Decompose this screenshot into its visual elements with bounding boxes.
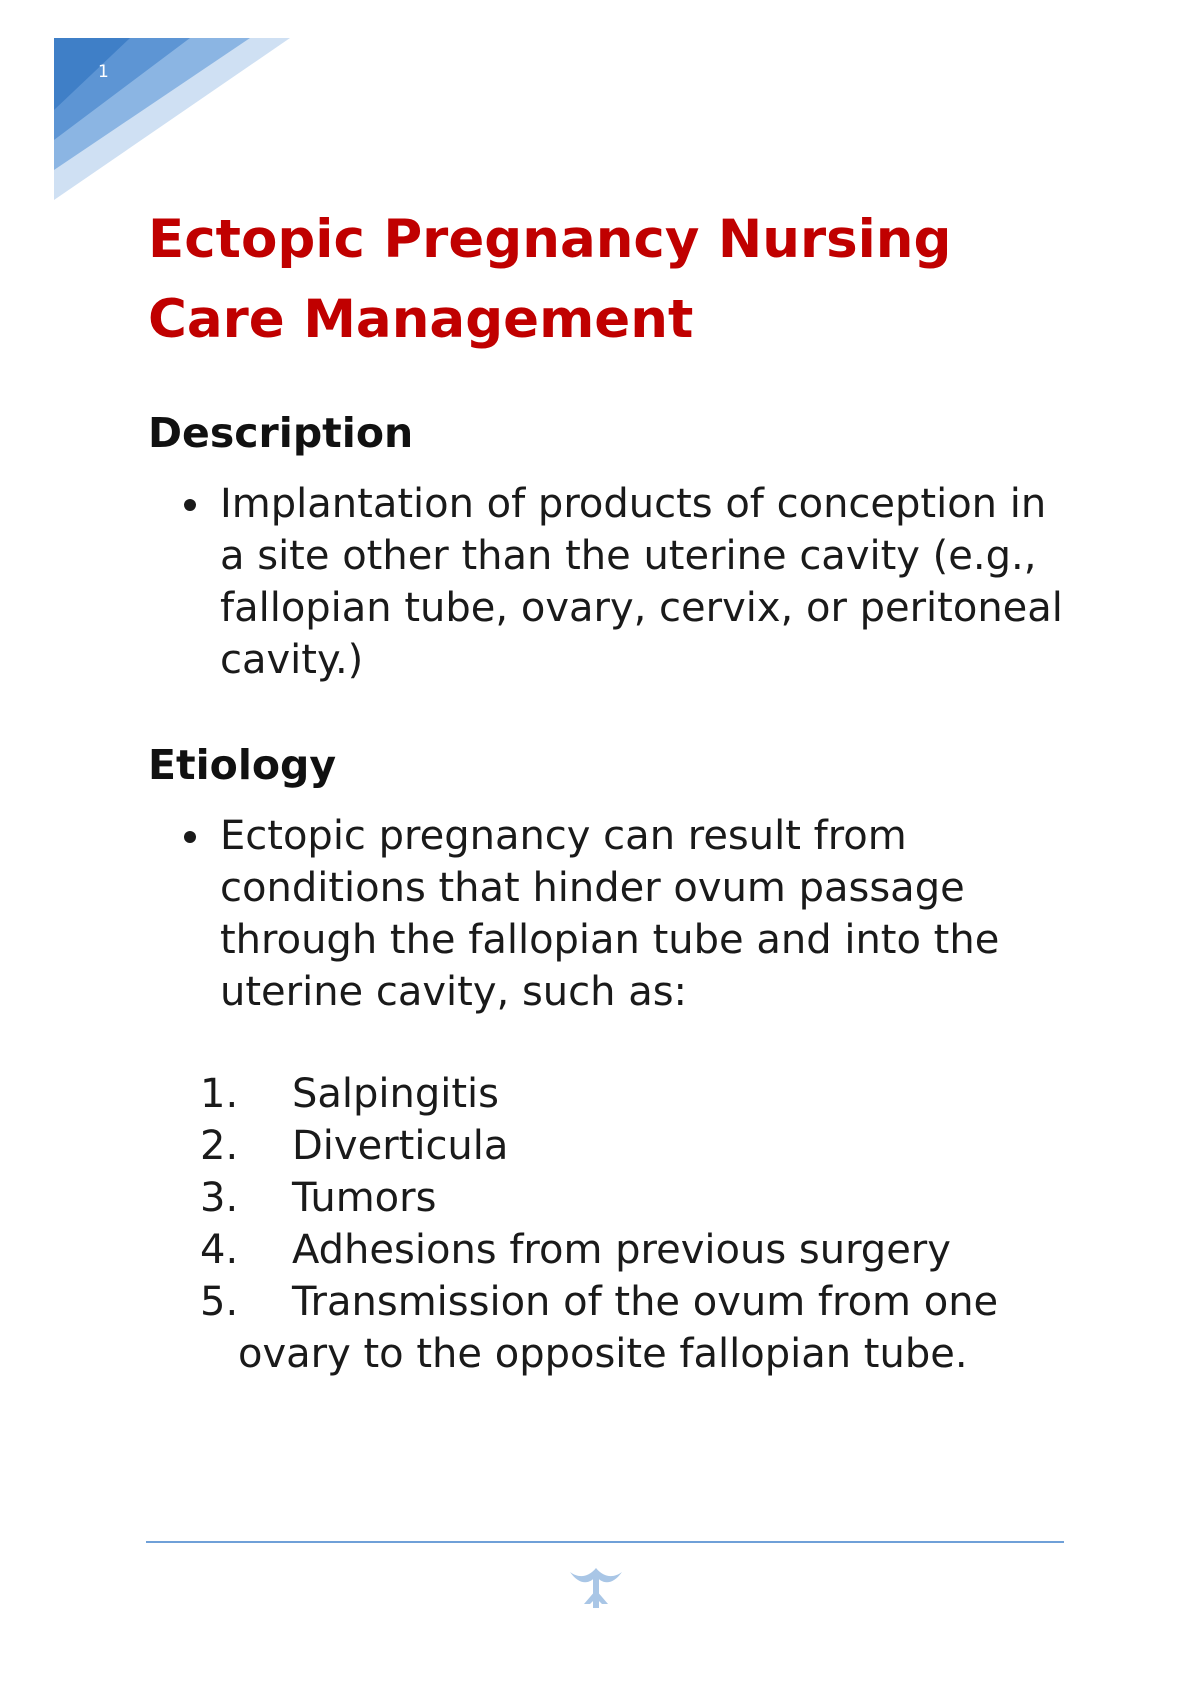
item-number: 1. — [200, 1071, 239, 1117]
item-text: Diverticula — [292, 1123, 509, 1169]
bullet-text: Implantation of products of conception in a site other than the uterine cavity (e.g., fallopian tube, ovary, cervix, or peritoneal cavity.) — [220, 481, 1063, 683]
item-text: Salpingitis — [292, 1071, 500, 1117]
document-body — [148, 200, 1078, 1380]
item-text: Adhesions from previous surgery — [292, 1227, 951, 1273]
description-bullets — [148, 478, 1078, 686]
etiology-causes-list — [148, 1068, 1078, 1380]
bullet-dot-icon — [184, 831, 196, 843]
page-number: 1 — [98, 62, 109, 82]
numbered-item — [148, 1120, 1078, 1172]
etiology-bullets — [148, 810, 1078, 1018]
item-number: 2. — [200, 1123, 239, 1169]
numbered-item — [148, 1172, 1078, 1224]
item-number: 5. — [200, 1279, 239, 1325]
bullet-text: Ectopic pregnancy can result from conditions that hinder ovum passage through the fallopian tube and into the uterine cavity, such as: — [220, 813, 1000, 1015]
numbered-item — [148, 1068, 1078, 1120]
corner-decoration — [0, 0, 320, 220]
item-text: Transmission of the ovum from one ovary to the opposite fallopian tube. — [238, 1279, 999, 1377]
document-title: Ectopic Pregnancy Nursing Care Management — [148, 209, 952, 350]
bullet-item — [148, 478, 1078, 686]
item-number: 4. — [200, 1227, 239, 1273]
numbered-item — [148, 1224, 1078, 1276]
footer-divider — [146, 1541, 1064, 1543]
numbered-item — [148, 1276, 1078, 1380]
item-text: Tumors — [292, 1175, 437, 1221]
section-heading-etiology: Etiology — [148, 741, 337, 789]
bullet-item — [148, 810, 1078, 1018]
anchor-logo-icon — [566, 1560, 626, 1616]
bullet-dot-icon — [184, 499, 196, 511]
item-number: 3. — [200, 1175, 239, 1221]
section-heading-description: Description — [148, 409, 414, 457]
